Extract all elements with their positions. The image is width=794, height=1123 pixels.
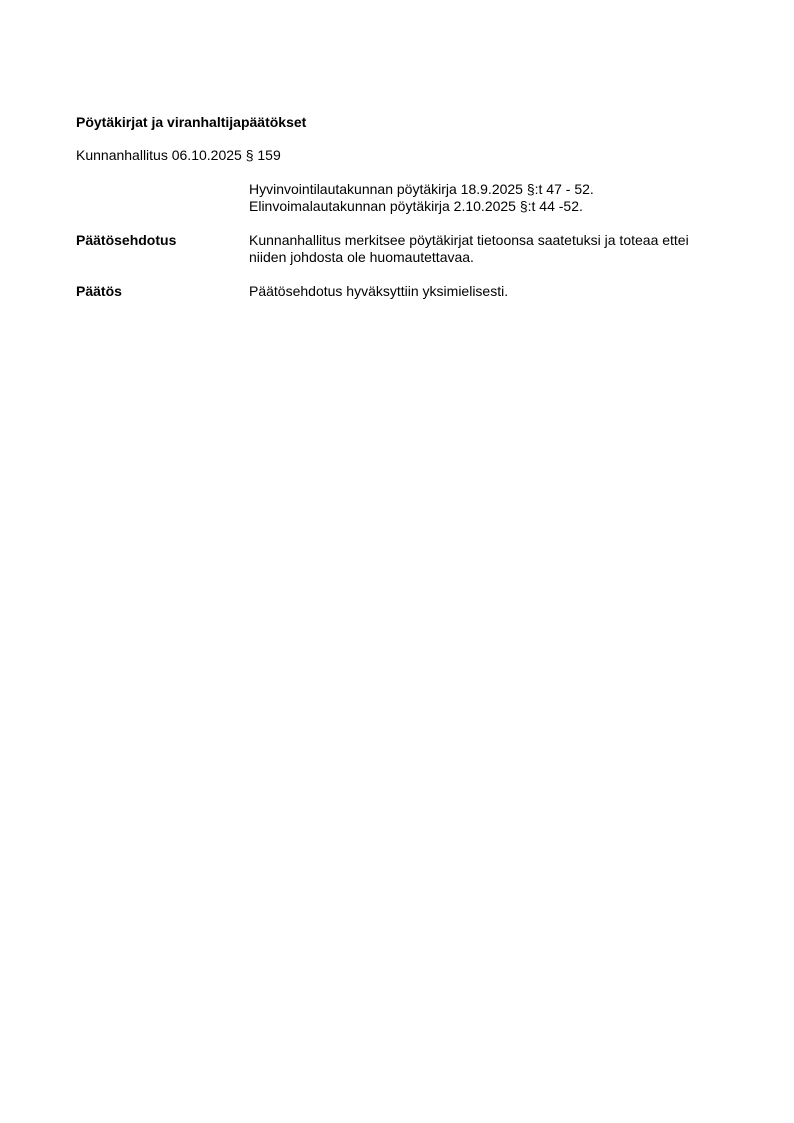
- proposal-line: Kunnanhallitus merkitsee pöytäkirjat tietoonsa saatetuksi ja toteaa ettei: [249, 232, 689, 248]
- proposal-text: [249, 232, 719, 266]
- reference-line: Elinvoimalautakunnan pöytäkirja 2.10.2025 §:t 44 -52.: [249, 198, 583, 214]
- decision-label: Päätös: [76, 283, 122, 299]
- document-heading: Pöytäkirjat ja viranhaltijapäätökset: [76, 114, 307, 130]
- decision-text: Päätösehdotus hyväksyttiin yksimielisesti.: [249, 283, 509, 299]
- reference-line: Hyvinvointilautakunnan pöytäkirja 18.9.2025 §:t 47 - 52.: [249, 181, 594, 197]
- proposal-line: niiden johdosta ole huomautettavaa.: [249, 249, 474, 265]
- proposal-label: Päätösehdotus: [76, 232, 177, 248]
- meeting-reference: Kunnanhallitus 06.10.2025 § 159: [76, 147, 281, 163]
- minutes-references: [249, 181, 719, 215]
